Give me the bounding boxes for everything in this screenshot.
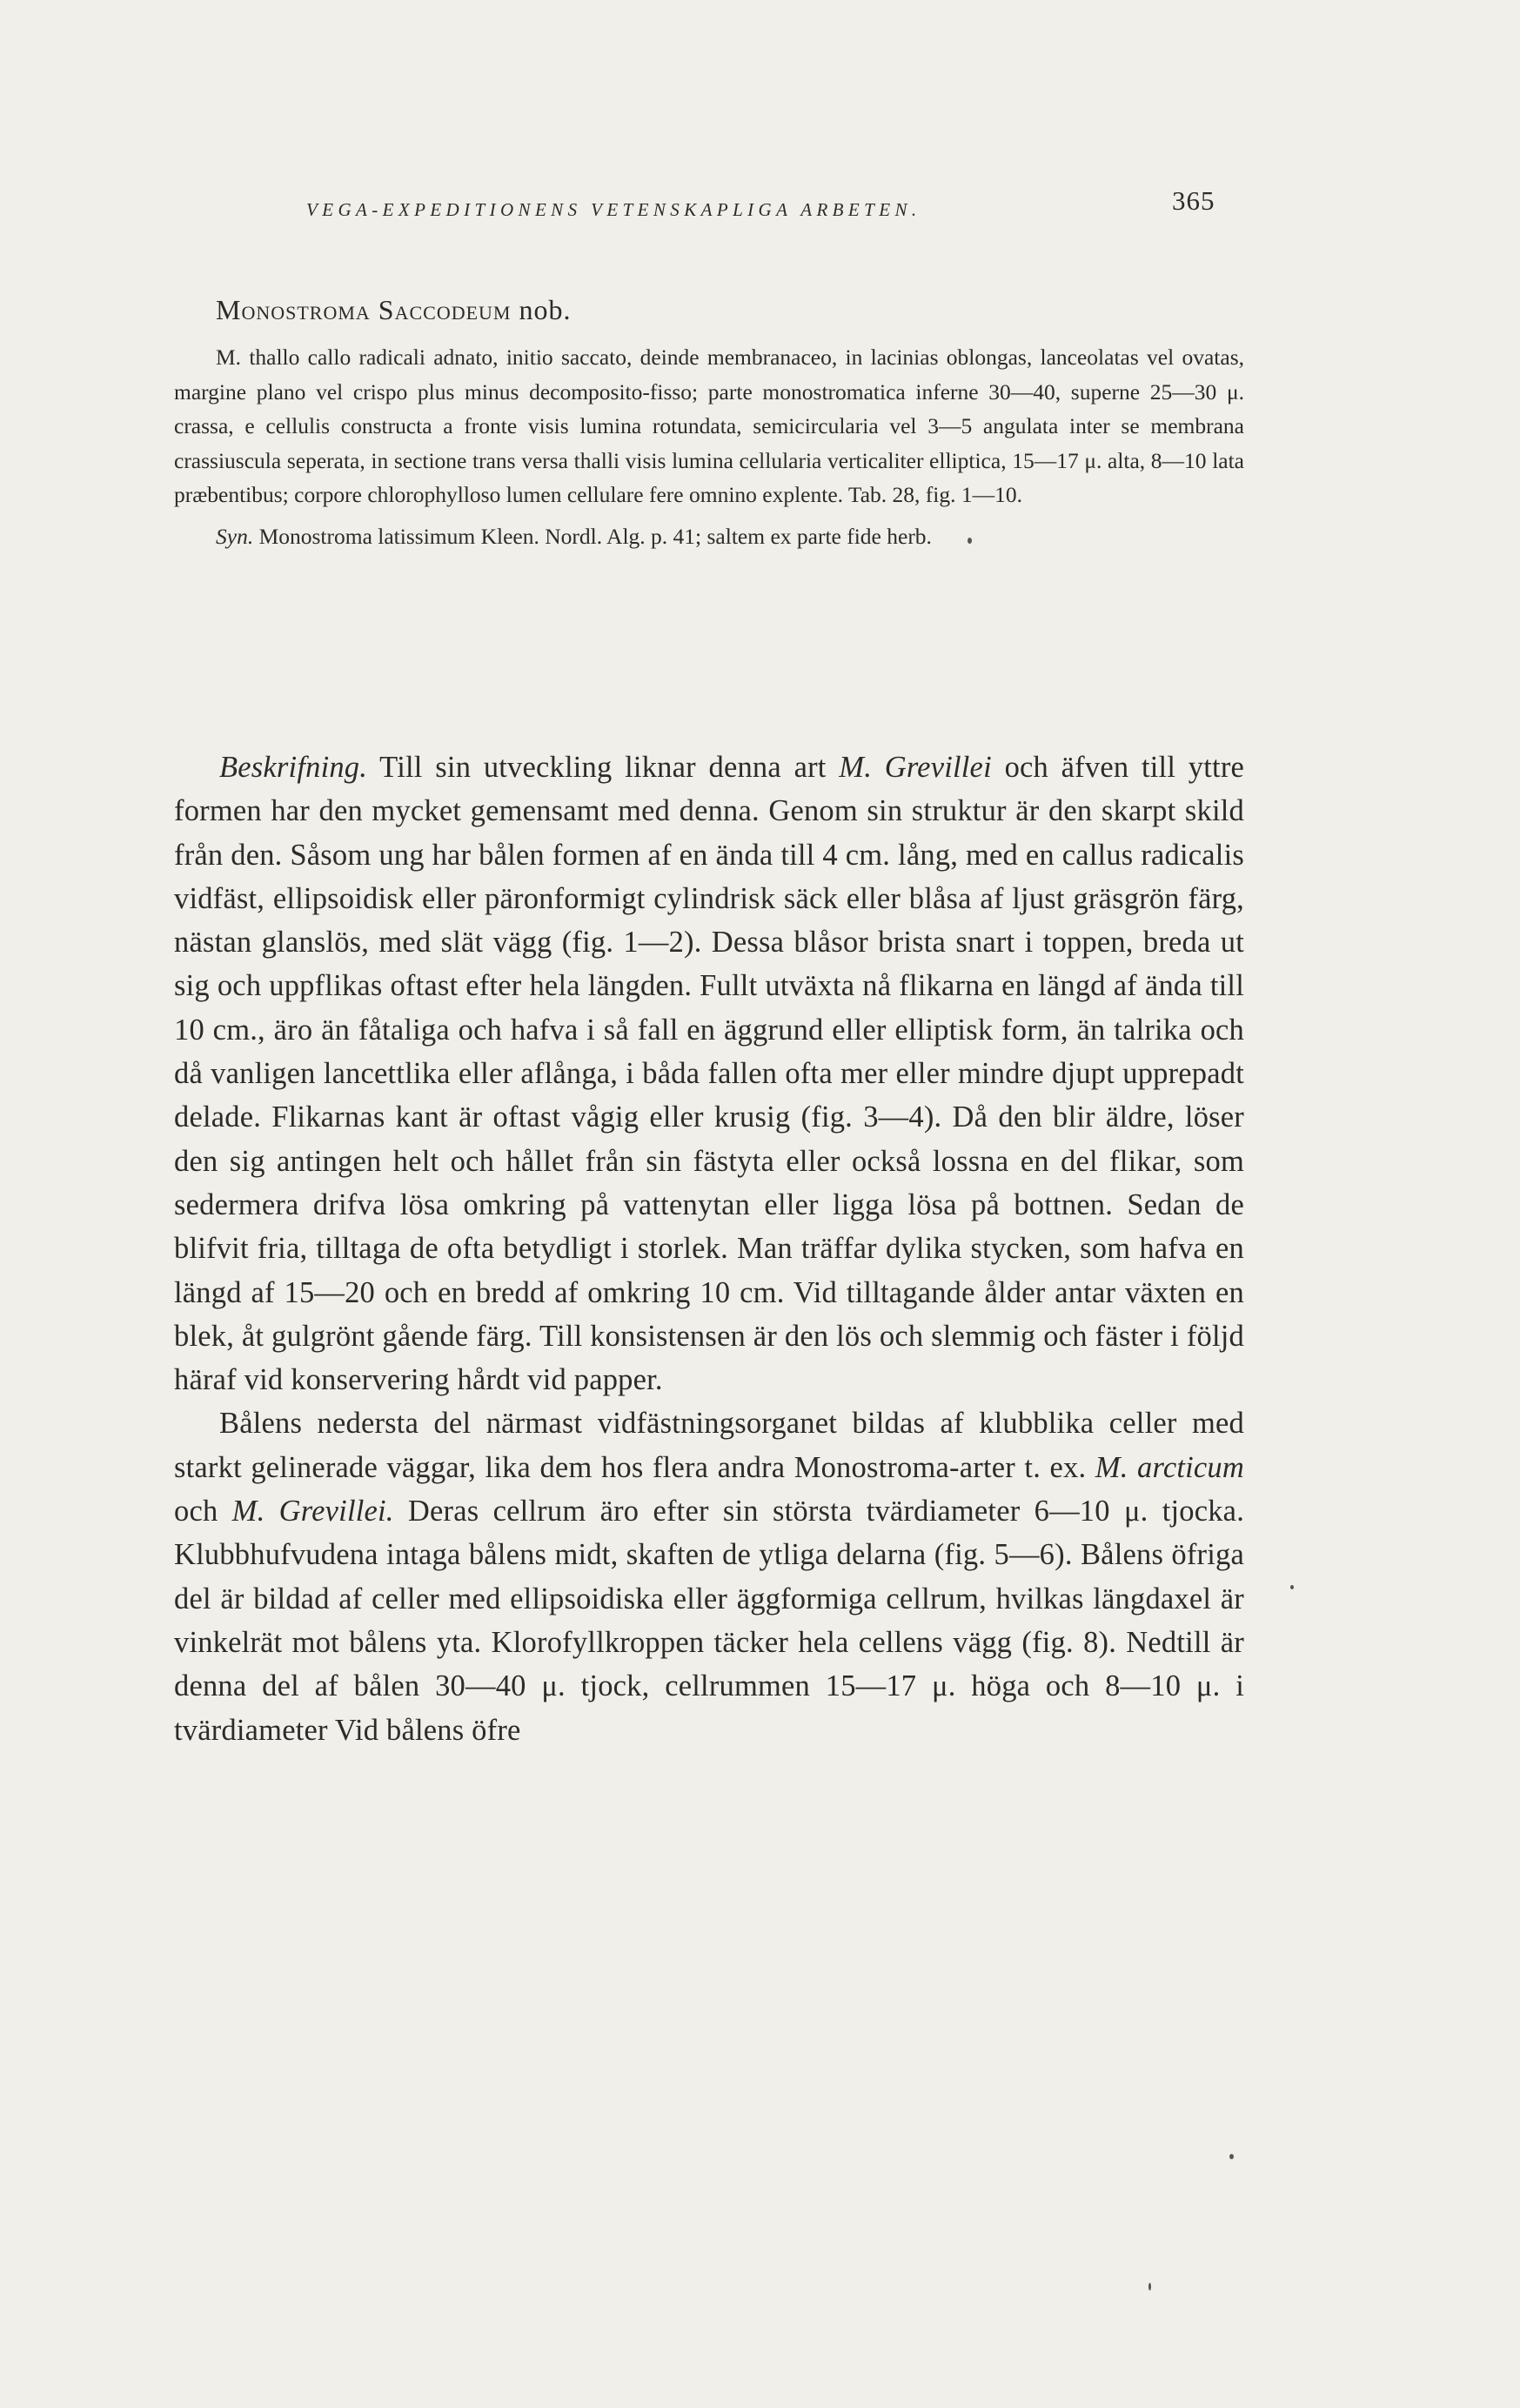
description-text-1a: Till sin utveckling liknar denna art bbox=[379, 751, 827, 784]
description-paragraph-1 bbox=[174, 746, 1244, 1401]
description-text-2-and: och bbox=[174, 1495, 218, 1528]
description-paragraph-2 bbox=[174, 1401, 1244, 1751]
species-name: Monostroma Saccodeum bbox=[216, 294, 512, 325]
document-page bbox=[174, 0, 1244, 2408]
species-reference-arcticum: M. arcticum bbox=[1095, 1450, 1244, 1484]
synonym-label: Syn. bbox=[216, 523, 254, 549]
description-text-2a: Bålens nedersta del närmast vidfästningsorganet bildas af klubblika celler med starkt gelinerade väggar, lika dem hos flera andra Monostroma-arter t. ex. bbox=[174, 1407, 1244, 1484]
description-text-1b: och äfven till yttre formen har den mycket gemensamt med denna. Genom sin struktur är den skarpt skild från den. Såsom ung har bålen formen af en ända till 4 cm. lång, med en callus radicalis vidfäst, ellipsoidisk eller päronformigt cylindrisk säck eller blåsa af ljust gräsgrön färg, nästan glanslös, med slät vägg (fig. 1—2). Dessa blåsor brista snart i toppen, breda ut sig och uppflikas oftast efter hela längden. Fullt utväxta nå flikarna en längd af ända till 10 cm., äro än fåtaliga och hafva i så fall en äggrund eller elliptisk form, än talrika och då vanligen lancettlika eller aflånga, i båda fallen ofta mer eller mindre djupt upprepadt delade. Flikarnas kant är oftast vågig eller krusig (fig. 3—4). Då den blir äldre, löser den sig antingen helt och hållet från sin fästyta eller också lossna en del flikar, som sedermera drifva lösa omkring på vattenytan eller ligga lösa på bottnen. Sedan de blifvit fria, tilltaga de ofta betydligt i storlek. Man träffar dylika stycken, som hafva en längd af 15—20 och en bredd af omkring 10 cm. Vid tilltagande ålder antar växten en blek, åt gulgrönt gående färg. Till konsistensen är den lös och slemmig och fäster i följd häraf vid konservering hårdt vid papper. bbox=[174, 751, 1245, 1397]
print-speck bbox=[1290, 1585, 1294, 1589]
synonym-paragraph bbox=[174, 519, 1244, 554]
running-header bbox=[174, 185, 1244, 220]
page-number: 365 bbox=[1172, 185, 1215, 216]
latin-diagnosis bbox=[174, 340, 1244, 553]
description-text-2b: Deras cellrum äro efter sin största tvärdiameter 6—10 μ. tjocka. Klubbhufvudena intaga bålens midt, skaften de ytliga delarna (fig. 5—6). Bålens öfriga del är bildad af celler med ellipsoidiska eller äggformiga cellrum, hvilkas längdaxel är vinkelrät mot bålens yta. Klorofyllkroppen täcker hela cellens vägg (fig. 8). Nedtill är denna del af bålen 30—40 μ. tjock, cellrummen 15—17 μ. höga och 8—10 μ. i tvärdiameter Vid bålens öfre bbox=[174, 1495, 1245, 1747]
species-author: nob. bbox=[519, 294, 572, 325]
species-reference: M. Grevillei bbox=[839, 751, 992, 784]
synonym-text: Monostroma latissimum Kleen. Nordl. Alg. p. 41; saltem ex parte fide herb. bbox=[258, 523, 932, 549]
description-text bbox=[174, 746, 1244, 1752]
print-speck bbox=[968, 538, 972, 544]
description-label: Beskrifning. bbox=[219, 751, 368, 784]
species-heading bbox=[216, 294, 572, 326]
running-title: VEGA-EXPEDITIONENS VETENSKAPLIGA ARBETEN. bbox=[306, 199, 921, 220]
print-speck bbox=[1148, 2283, 1151, 2291]
print-speck bbox=[1229, 2154, 1234, 2159]
species-reference-grevillei: M. Grevillei. bbox=[231, 1495, 394, 1528]
diagnosis-paragraph: M. thallo callo radicali adnato, initio saccato, deinde membranaceo, in lacinias oblongas, lanceolatas vel ovatas, margine plano vel crispo plus minus decomposito-fisso; parte monostromatica inferne 30—40, superne 25—30 μ. crassa, e cellulis constructa a fronte visis lumina rotundata, semicircularia vel 3—5 angulata inter se membrana crassiuscula seperata, in sectione trans versa thalli visis lumina cellularia verticaliter elliptica, 15—17 μ. alta, 8—10 lata præbentibus; corpore chlorophylloso lumen cellulare fere omnino explente. Tab. 28, fig. 1—10. bbox=[174, 344, 1244, 507]
